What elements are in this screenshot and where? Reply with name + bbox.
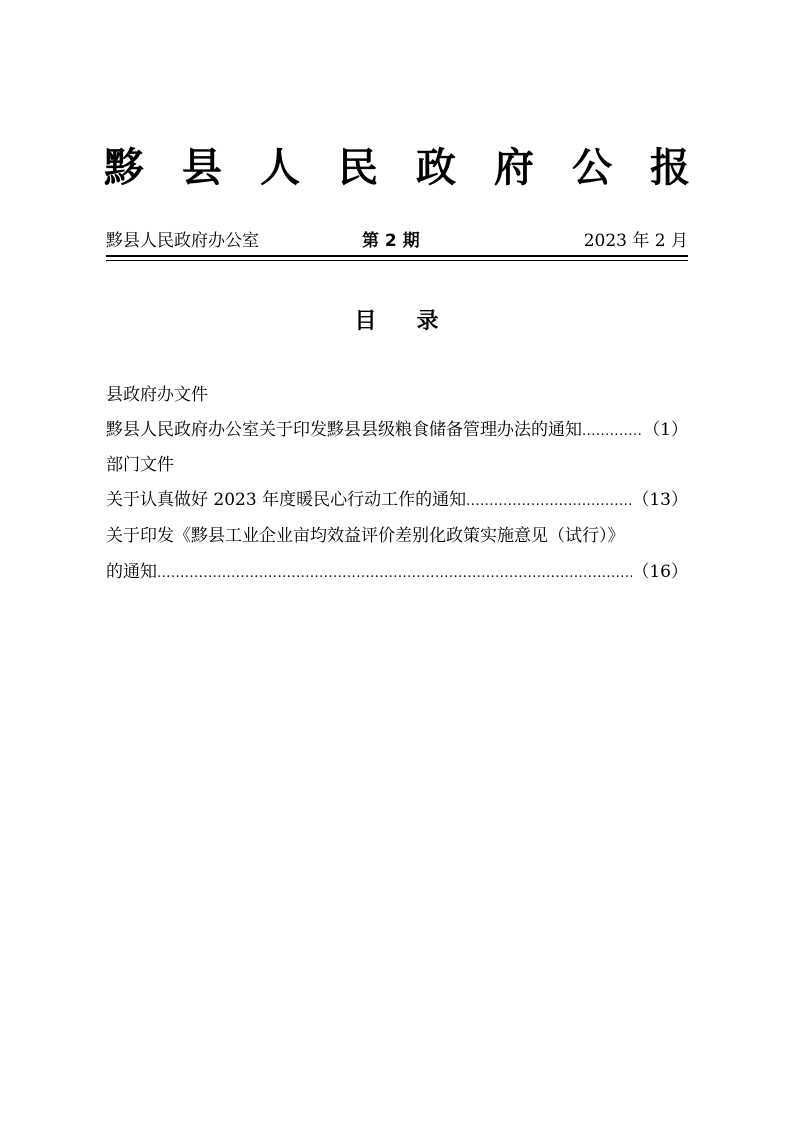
toc-entry[interactable] bbox=[106, 412, 688, 448]
toc-entry-page: （1） bbox=[643, 420, 688, 440]
masthead-char: 人 bbox=[260, 144, 300, 191]
toc-leader-dots bbox=[157, 556, 632, 592]
toc-entry[interactable] bbox=[106, 482, 688, 518]
toc-leader-dots bbox=[466, 484, 632, 520]
toc-title: 目录 bbox=[354, 309, 479, 334]
issue-number: 第 2 期 bbox=[362, 231, 420, 251]
masthead-char: 民 bbox=[338, 144, 378, 191]
masthead-char: 公 bbox=[572, 144, 612, 191]
issue-date: 2023 年 2 月 bbox=[583, 231, 688, 251]
header-rule-thick bbox=[106, 255, 688, 257]
masthead-char: 黟 bbox=[104, 144, 144, 191]
toc-entry-page: （16） bbox=[632, 562, 688, 582]
masthead-char: 县 bbox=[182, 144, 222, 191]
toc-entry-title: 的通知 bbox=[106, 562, 157, 582]
issue-info-bar bbox=[106, 228, 688, 254]
table-of-contents bbox=[106, 378, 688, 590]
toc-entry[interactable] bbox=[106, 554, 688, 590]
issuer-name: 黟县人民政府办公室 bbox=[106, 231, 259, 251]
toc-entry-title: 黟县人民政府办公室关于印发黟县县级粮食储备管理办法的通知 bbox=[106, 420, 582, 440]
header-rule-thin bbox=[106, 260, 688, 261]
toc-entry-title-line1[interactable]: 关于印发《黟县工业企业亩均效益评价差别化政策实施意见（试行）》 bbox=[106, 526, 625, 546]
toc-section-heading: 县政府办文件 bbox=[106, 385, 208, 405]
masthead-char: 报 bbox=[650, 144, 690, 191]
masthead-char: 府 bbox=[494, 144, 534, 191]
toc-entry-page: （13） bbox=[632, 490, 688, 510]
masthead-char: 政 bbox=[416, 144, 456, 191]
toc-entry-title: 关于认真做好 2023 年度暖民心行动工作的通知 bbox=[106, 490, 467, 510]
toc-leader-dots bbox=[582, 414, 643, 450]
masthead-title bbox=[104, 140, 690, 196]
toc-section-heading: 部门文件 bbox=[106, 455, 174, 475]
